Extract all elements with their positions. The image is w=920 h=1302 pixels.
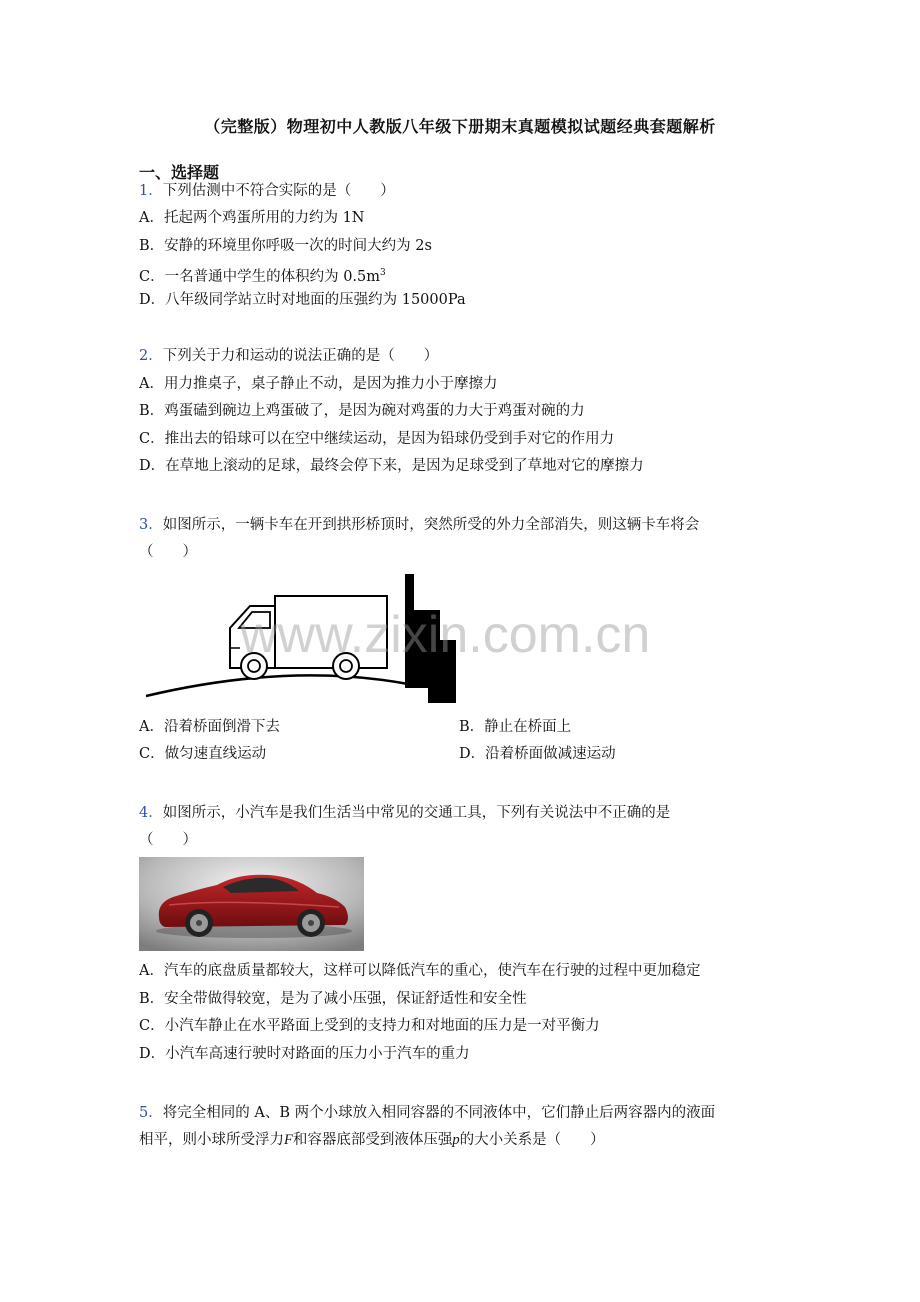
q4-option-c: C．小汽车静止在水平路面上受到的支持力和对地面的压力是一对平衡力 bbox=[139, 1018, 600, 1034]
question-number: 2． bbox=[139, 348, 163, 364]
q2-option-b: B．鸡蛋磕到碗边上鸡蛋破了，是因为碗对鸡蛋的力大于鸡蛋对碗的力 bbox=[139, 403, 585, 419]
car-image bbox=[139, 857, 364, 951]
q3-option-c: C．做匀速直线运动 bbox=[139, 746, 267, 762]
question-number: 4． bbox=[139, 805, 163, 821]
question-3-stem-cont: （ ） bbox=[139, 544, 197, 560]
question-number: 5． bbox=[139, 1105, 163, 1121]
q1-option-d: D．八年级同学站立时对地面的压强约为 15000Pa bbox=[139, 292, 466, 308]
q2-option-d: D．在草地上滚动的足球，最终会停下来，是因为足球受到了草地对它的摩擦力 bbox=[139, 458, 644, 474]
q3-option-b: B．静止在桥面上 bbox=[459, 719, 572, 735]
page-title: （完整版）物理初中人教版八年级下册期末真题模拟试题经典套题解析 bbox=[204, 117, 716, 136]
section-heading: 一、选择题 bbox=[139, 163, 220, 182]
watermark-text: www.zixin.com.cn bbox=[240, 606, 651, 664]
question-5-stem-cont: 相平，则小球所受浮力F和容器底部受到液体压强p的大小关系是（ ） bbox=[139, 1132, 605, 1148]
truck-bridge-figure bbox=[140, 570, 700, 710]
truck-bridge-drawing bbox=[140, 570, 700, 710]
question-4-stem: 4．如图所示，小汽车是我们生活当中常见的交通工具，下列有关说法中不正确的是 bbox=[139, 805, 671, 821]
question-3-stem: 3．如图所示，一辆卡车在开到拱形桥顶时，突然所受的外力全部消失，则这辆卡车将会 bbox=[139, 517, 700, 533]
q3-option-d: D．沿着桥面做减速运动 bbox=[459, 746, 616, 762]
question-5-stem: 5．将完全相同的 A、B 两个小球放入相同容器的不同液体中，它们静止后两容器内的液面 bbox=[139, 1105, 716, 1121]
q4-option-b: B．安全带做得较宽，是为了减小压强，保证舒适性和安全性 bbox=[139, 991, 527, 1007]
question-2-stem: 2．下列关于力和运动的说法正确的是（ ） bbox=[139, 348, 439, 364]
q1-option-b: B．安静的环境里你呼吸一次的时间大约为 2s bbox=[139, 238, 432, 254]
q3-option-a: A．沿着桥面倒滑下去 bbox=[139, 719, 280, 735]
q1-option-c: C．一名普通中学生的体积约为 $0.5m^3$ bbox=[139, 268, 386, 285]
question-1-stem: 1．下列估测中不符合实际的是（ ） bbox=[139, 183, 395, 199]
question-number: 1． bbox=[139, 183, 163, 199]
q1-option-a: A．托起两个鸡蛋所用的力约为 1N bbox=[139, 210, 365, 226]
sports-car-photo bbox=[139, 857, 364, 951]
bridge-arc bbox=[146, 675, 408, 696]
question-4-stem-cont: （ ） bbox=[139, 832, 197, 848]
question-number: 3． bbox=[139, 517, 163, 533]
q4-option-d: D．小汽车高速行驶时对路面的压力小于汽车的重力 bbox=[139, 1046, 470, 1062]
q2-option-c: C．推出去的铅球可以在空中继续运动，是因为铅球仍受到手对它的作用力 bbox=[139, 431, 615, 447]
q4-option-a: A．汽车的底盘质量都较大，这样可以降低汽车的重心，使汽车在行驶的过程中更加稳定 bbox=[139, 963, 701, 979]
q2-option-a: A．用力推桌子，桌子静止不动，是因为推力小于摩擦力 bbox=[139, 376, 498, 392]
